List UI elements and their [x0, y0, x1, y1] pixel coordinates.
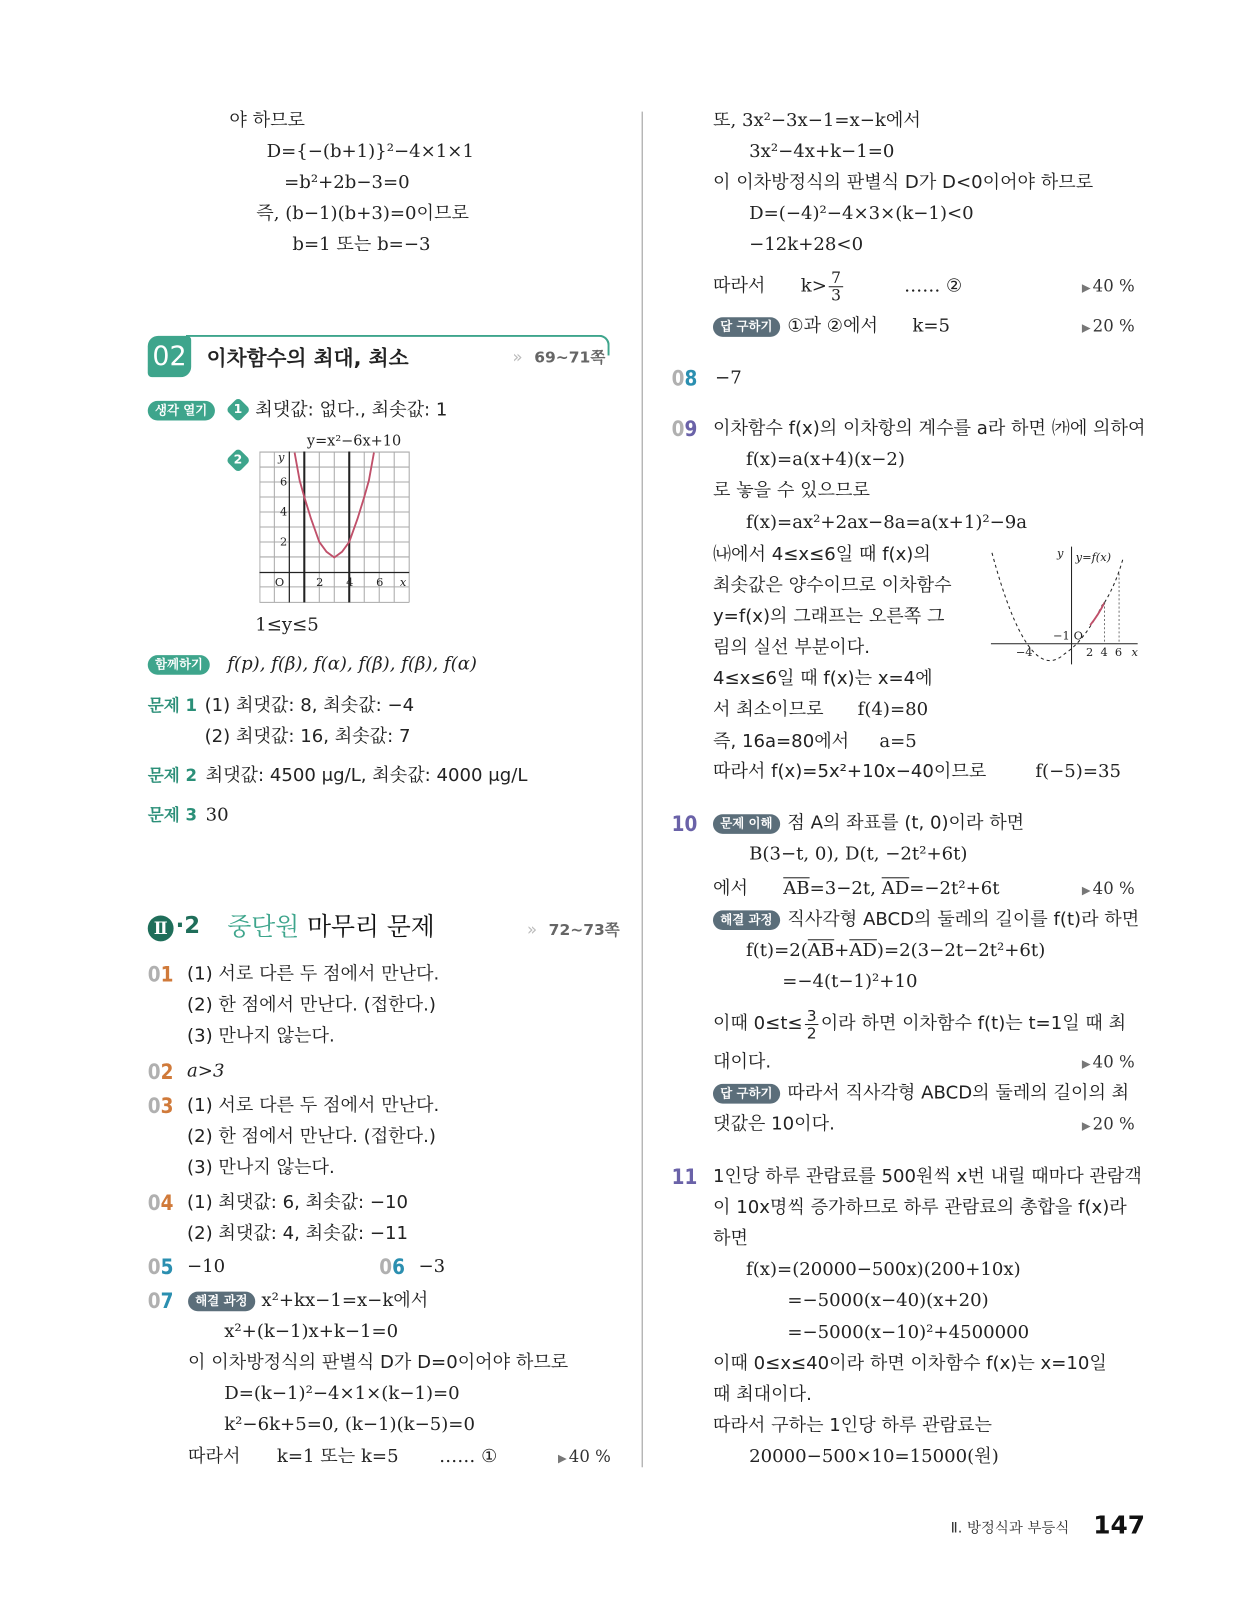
question-number: 09 — [671, 416, 698, 442]
equation: f(x)=a(x+4)(x−2) — [746, 449, 905, 471]
equation: k=5 — [912, 316, 951, 337]
question-number: 03 — [147, 1093, 174, 1119]
text-line: 이 10x명씩 증가하므로 하루 관람료의 총합을 f(x)라 — [712, 1197, 1127, 1219]
problem-label: 문제 3 — [147, 804, 197, 825]
answer-text: −10 — [187, 1256, 226, 1278]
text-line: 서 최소이므로 — [712, 699, 824, 721]
question-number: 06 — [379, 1254, 405, 1280]
question-number: 02 — [147, 1059, 174, 1084]
question-number: 08 — [671, 365, 698, 391]
understand-problem-badge: 문제 이해 — [713, 814, 780, 834]
equation: $f(t)=2(\overline{AB}+\overline{AD})=2(3-2t-2t^2+6t)$ — [746, 940, 1046, 961]
tick-label: 4 — [346, 574, 354, 589]
together-badge: 함께하기 — [148, 655, 210, 675]
equation: k> $\frac{7}{3}$ — [801, 267, 845, 306]
text-line: 이 이차방정식의 판별식 D가 D<0이어야 하므로 — [712, 172, 1094, 194]
question-number: 07 — [147, 1288, 174, 1314]
equation: a=5 — [879, 731, 917, 753]
answer-text: f(p), f(β), f(α), f(β), f(β), f(α) — [227, 654, 477, 675]
score-percent: ▶ 40 % — [1081, 1051, 1135, 1072]
chapter-footer: Ⅱ. 방정식과 부등식 — [950, 1519, 1070, 1537]
tick-label: 6 — [376, 574, 384, 589]
answer-text: 30 — [205, 804, 229, 826]
solution-process-badge: 해결 과정 — [713, 910, 780, 930]
tick-label: O — [274, 574, 285, 589]
tick-label: 6 — [1114, 645, 1123, 660]
score-percent: ▶ 40 % — [1081, 878, 1135, 898]
column-divider — [642, 112, 643, 1468]
answer-text: a>3 — [187, 1061, 225, 1082]
equation: D={−(b+1)}²−4×1×1 — [266, 141, 474, 163]
equation: k=1 또는 k=5 — [276, 1446, 399, 1468]
page-reference: 69~71쪽 — [534, 348, 606, 367]
problem-label: 문제 2 — [147, 765, 197, 786]
text-line: 4≤x≤6일 때 f(x)는 x=4에 — [712, 668, 933, 690]
text-line: 따라서 — [188, 1446, 241, 1468]
axis-label: y — [1057, 545, 1064, 560]
answer-text: (2) 한 점에서 만난다. (접한다.) — [187, 1126, 436, 1147]
text-line: 대이다. — [712, 1051, 772, 1073]
text-line: ㈏에서 4≤x≤6일 때 f(x)의 — [712, 544, 931, 566]
axis-label: x — [399, 574, 407, 589]
equation: B(3−t, 0), D(t, −2t²+6t) — [749, 844, 968, 865]
question-number: 10 — [671, 811, 698, 836]
text-line: 림의 실선 부분이다. — [712, 637, 870, 659]
tick-label: 2 — [1085, 645, 1094, 660]
axis-label: x — [1131, 645, 1138, 660]
question-number: 01 — [147, 962, 174, 987]
text-line: 따라서 구하는 1인당 하루 관람료는 — [712, 1415, 993, 1437]
equation: k²−6k+5=0, (k−1)(k−5)=0 — [224, 1414, 475, 1436]
text-line: 이때 0≤x≤40이라 하면 이차함수 f(x)는 x=10일 — [712, 1353, 1107, 1375]
score-percent: ▶ 20 % — [1081, 1113, 1135, 1134]
tick-label: 4 — [1100, 645, 1108, 660]
text-line: 점 A의 좌표를 (t, 0)이라 하면 — [787, 813, 1025, 834]
tick-label: −1 — [1052, 628, 1070, 643]
text-line: 하면 — [712, 1228, 748, 1250]
answer-text: (2) 최댓값: 4, 최솟값: −11 — [187, 1223, 409, 1245]
origin-label: O — [1073, 628, 1083, 643]
page-number: 147 — [1093, 1510, 1146, 1540]
number-2-icon: 2 — [226, 448, 251, 473]
section-title: 이차함수의 최대, 최소 — [206, 345, 409, 370]
chevron-icon: » — [526, 919, 538, 940]
get-answer-badge: 답 구하기 — [713, 1084, 780, 1104]
equation: $\overline{AB}=3-2t$, $\overline{AD}=-2t^2+6t$ — [783, 878, 1000, 899]
equation: f(x)=ax²+2ax−8a=a(x+1)²−9a — [746, 512, 1028, 534]
equation: =−5000(x−10)²+4500000 — [787, 1322, 1030, 1344]
solution-process-badge: 해결 과정 — [188, 1292, 255, 1312]
question-number: 11 — [671, 1164, 698, 1190]
text-line: 이차함수 f(x)의 이차항의 계수를 a라 하면 ㈎에 의하여 — [712, 418, 1146, 440]
equation: =−4(t−1)²+10 — [782, 971, 918, 992]
equation: 20000−500×10=15000(원) — [749, 1446, 999, 1468]
text-line: 때 최대이다. — [712, 1384, 812, 1406]
equation: x²+(k−1)x+k−1=0 — [224, 1321, 399, 1343]
function-graph — [987, 542, 1142, 666]
text-line: 로 놓을 수 있으므로 — [712, 480, 870, 502]
question-number: 05 — [147, 1254, 174, 1280]
section-title: 마무리 문제 — [307, 912, 435, 942]
score-percent: ▶ 20 % — [1081, 316, 1135, 336]
equation: D=(k−1)²−4×1×(k−1)=0 — [224, 1383, 460, 1405]
equation: x²+kx−1=x−k에서 — [261, 1290, 429, 1312]
answer-text: −3 — [418, 1256, 446, 1278]
answer-text: (1) 서로 다른 두 점에서 만난다. — [187, 1095, 440, 1116]
answer-text: (1) 최댓값: 6, 최솟값: −10 — [187, 1192, 409, 1214]
text-line: 따라서 — [712, 275, 766, 297]
tick-label: 4 — [280, 504, 288, 519]
answer-text: (2) 최댓값: 16, 최솟값: 7 — [204, 726, 411, 748]
text-line: y=f(x)의 그래프는 오른쪽 그 — [712, 606, 945, 628]
graph-label: y=x²−6x+10 — [306, 432, 402, 450]
text-line: 에서 — [712, 878, 748, 899]
text-line: 이때 0≤t≤ $\frac{3}{2}$ 이라 하면 이차함수 f(t)는 t=1일 때 최 — [712, 1005, 1127, 1043]
think-badge: 생각 열기 — [148, 401, 215, 421]
chapter-subnumber: ·2 — [175, 913, 201, 940]
text-line: 최솟값은 양수이므로 이차함수 — [712, 575, 952, 597]
tick-label: 2 — [316, 574, 324, 589]
text-line: 직사각형 ABCD의 둘레의 길이를 f(t)라 하면 — [787, 909, 1140, 930]
equation: 즉, (b−1)(b+3)=0이므로 — [256, 203, 469, 225]
text-line: 따라서 직사각형 ABCD의 둘레의 길이의 최 — [787, 1082, 1130, 1104]
answer-text: (2) 한 점에서 만난다. (접한다.) — [187, 995, 436, 1016]
text-line: 1인당 하루 관람료를 500원씩 x번 내릴 때마다 관람객 — [712, 1166, 1142, 1188]
axis-label: y — [277, 451, 285, 464]
parabola-graph — [259, 452, 410, 604]
equation-tag: …… ① — [439, 1446, 498, 1468]
answer-text: 최댓값: 없다., 최솟값: 1 — [255, 399, 448, 421]
text-line: 야 하므로 — [229, 110, 306, 132]
score-percent: ▶ 40 % — [557, 1446, 611, 1467]
text-line: 댓값은 10이다. — [712, 1113, 835, 1135]
equation: 또, 3x²−3x−1=x−k에서 — [712, 110, 921, 132]
equation: −12k+28<0 — [749, 234, 864, 256]
answer-text: (1) 최댓값: 8, 최솟값: −4 — [204, 695, 415, 717]
equation-tag: …… ② — [904, 275, 963, 297]
text-line: ①과 ②에서 — [787, 316, 878, 337]
tick-label: −4 — [1015, 645, 1033, 660]
section-title-colored: 중단원 — [227, 912, 300, 942]
tick-label: 2 — [280, 534, 288, 549]
answer-text: 1≤y≤5 — [255, 614, 319, 636]
section-number-badge: 02 — [148, 336, 191, 377]
page-reference: 72~73쪽 — [548, 920, 620, 940]
equation: f(x)=(20000−500x)(200+10x) — [746, 1259, 1021, 1281]
equation: D=(−4)²−4×3×(k−1)<0 — [749, 203, 974, 225]
answer-text: −7 — [715, 367, 742, 389]
tick-label: 6 — [280, 474, 288, 489]
equation: b=1 또는 b=−3 — [292, 234, 431, 256]
equation: 3x²−4x+k−1=0 — [749, 141, 895, 163]
text-line: 이 이차방정식의 판별식 D가 D=0이어야 하므로 — [188, 1352, 569, 1374]
equation: f(4)=80 — [857, 699, 929, 721]
equation: f(−5)=35 — [1035, 761, 1122, 783]
answer-text: (3) 만나지 않는다. — [187, 1026, 335, 1047]
question-number: 04 — [147, 1190, 174, 1216]
problem-label: 문제 1 — [147, 695, 197, 716]
get-answer-badge: 답 구하기 — [713, 317, 780, 337]
answer-text: 최댓값: 4500 μg/L, 최솟값: 4000 μg/L — [205, 765, 528, 787]
answer-text: (3) 만나지 않는다. — [187, 1157, 335, 1178]
answer-text: (1) 서로 다른 두 점에서 만난다. — [187, 964, 440, 985]
equation: =−5000(x−40)(x+20) — [787, 1290, 989, 1312]
text-line: 따라서 f(x)=5x²+10x−40이므로 — [712, 761, 987, 783]
score-percent: ▶ 40 % — [1081, 275, 1135, 296]
chevron-icon: » — [512, 347, 523, 367]
chapter-circle: Ⅱ — [148, 916, 174, 942]
text-line: 즉, 16a=80에서 — [712, 731, 850, 753]
equation: =b²+2b−3=0 — [284, 172, 410, 194]
curve-label: y=f(x) — [1075, 550, 1112, 565]
number-1-icon: 1 — [226, 397, 251, 422]
